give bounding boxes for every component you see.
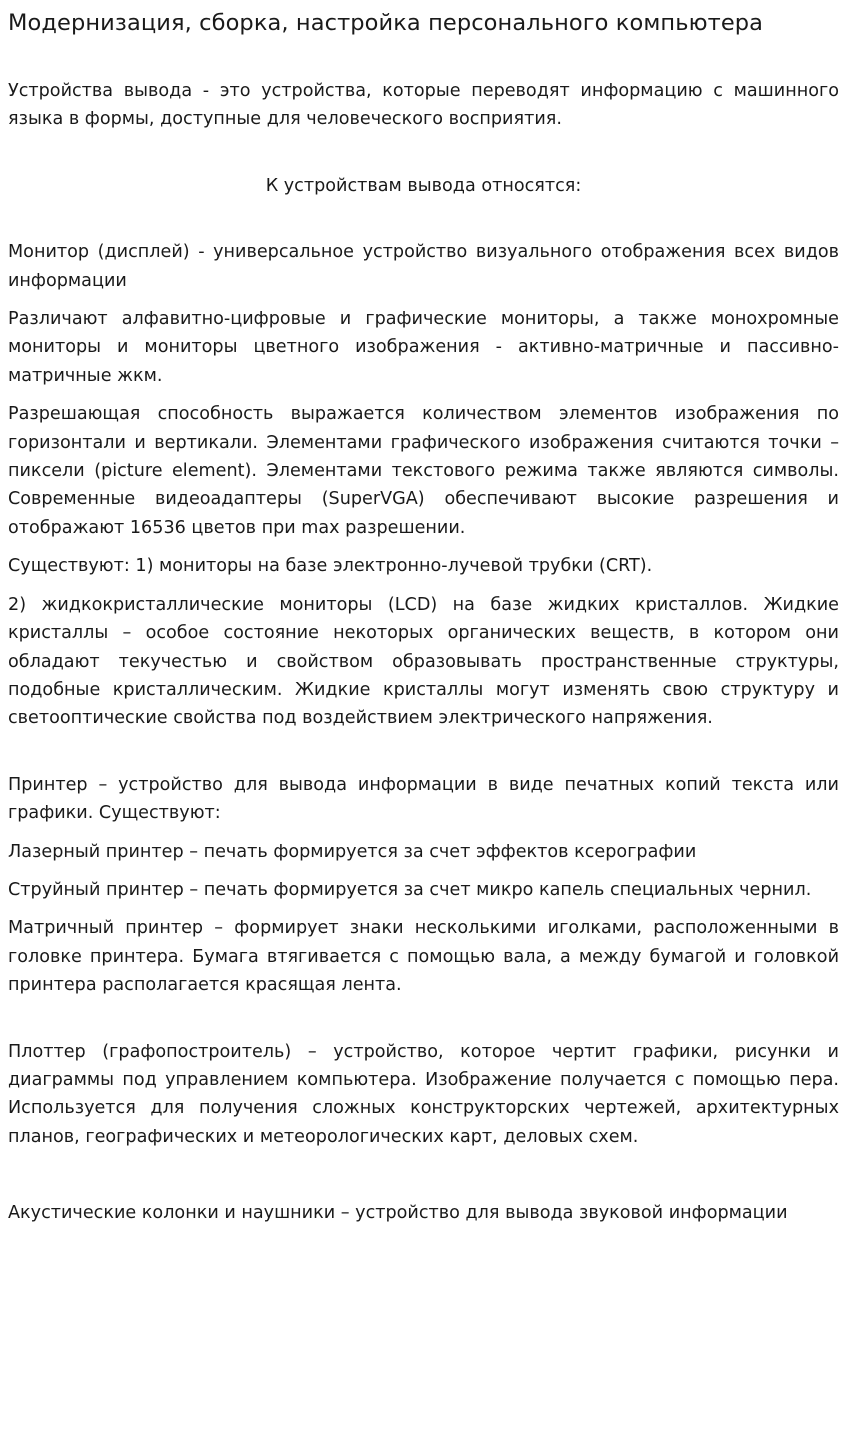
monitor-crt-paragraph: Существуют: 1) мониторы на базе электронно-лучевой трубки (CRT). — [8, 556, 653, 577]
speakers-paragraph: Акустические колонки и наушники – устройство для вывода звуковой информации — [8, 1203, 788, 1224]
intro-paragraph: Устройства вывода - это устройства, которые переводят информацию с машинного языка в формы, доступные для человеческого восприятия. — [8, 81, 839, 130]
page-title: Модернизация, сборка, настройка персонального компьютера — [8, 10, 764, 36]
monitor-resolution-paragraph: Разрешающая способность выражается количеством элементов изображения по горизонтали и вертикали. Элементами графического изображения считаются точки – пиксели (picture element). Элементами текстового режима также являются символы. Современные видеоадаптеры (SuperVGA) обеспечивают высокие разрешения и отображают 16536 цветов при max разрешении. — [8, 404, 839, 538]
monitor-lcd-paragraph: 2) жидкокристаллические мониторы (LCD) на базе жидких кристаллов. Жидкие кристаллы – особое состояние некоторых органических веществ, в котором они обладают текучестью и свойством образовывать пространственные структуры, подобные кристаллическим. Жидкие кристаллы могут изменять свою структуру и светооптические свойства под воздействием электрического напряжения. — [8, 594, 839, 729]
inkjet-printer-paragraph: Струйный принтер – печать формируется за счет микро капель специальных чернил. — [8, 879, 812, 900]
printer-definition: Принтер – устройство для вывода информации в виде печатных копий текста или графики. Существуют: — [8, 774, 839, 824]
monitor-definition: Монитор (дисплей) - универсальное устройство визуального отображения всех видов информации — [8, 242, 839, 291]
plotter-paragraph: Плоттер (графопостроитель) – устройство, которое чертит графики, рисунки и диаграммы под управлением компьютера. Изображение получается с помощью пера. Используется для получения сложных конструкторских чертежей, архитектурных планов, географических и метеорологических карт, деловых схем. — [8, 1041, 839, 1147]
matrix-printer-paragraph: Матричный принтер – формирует знаки несколькими иголками, расположенными в головке принтера. Бумага втягивается с помощью вала, а между бумагой и головкой принтера располагается красящая лента. — [8, 918, 839, 996]
list-heading: К устройствам вывода относятся: — [265, 175, 582, 196]
monitor-types-paragraph: Различают алфавитно-цифровые и графические мониторы, а также монохромные мониторы и мониторы цветного изображения - активно-матричные и пассивно-матричные жкм. — [8, 309, 839, 386]
laser-printer-paragraph: Лазерный принтер – печать формируется за счет эффектов ксерографии — [8, 841, 697, 862]
